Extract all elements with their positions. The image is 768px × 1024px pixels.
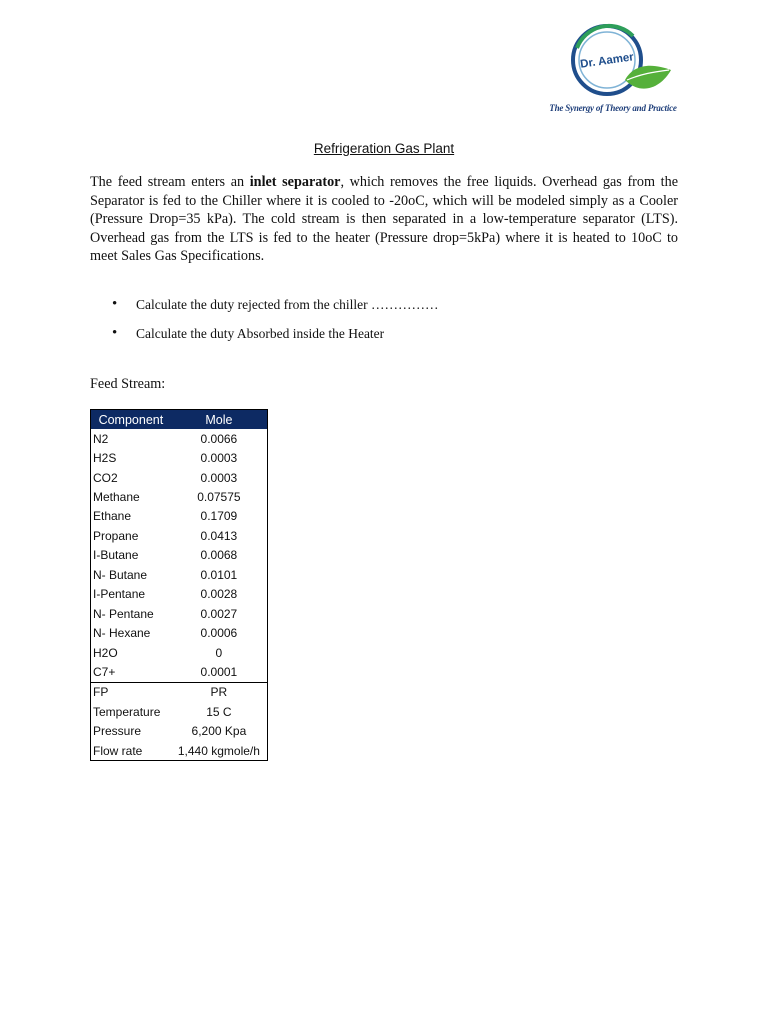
intro-bold-term: inlet separator bbox=[249, 174, 341, 190]
table-cell-value: 0.0003 bbox=[200, 451, 238, 466]
table-cell-value: 0.0006 bbox=[200, 626, 238, 641]
table-cell-value: 0.0027 bbox=[200, 606, 238, 621]
table-cell-label: Pressure bbox=[93, 724, 142, 739]
logo-tagline: The Synergy of Theory and Practice bbox=[549, 103, 677, 113]
table-row bbox=[91, 565, 268, 584]
intro-text-rest: , which removes the free liquids. Overhead gas from the Separator is fed to the Chiller where it is cooled to -20oC, which will be modeled simply as a Cooler (Pressure Drop=35 kPa). The cold stream is then separated in a low-temperature separator (LTS). Overhead gas from the LTS is fed to the heater (Pressure drop=5kPa) where it is heated to 10oC to meet Sales Gas Specifications. bbox=[90, 174, 678, 265]
column-header-mole: Mole bbox=[171, 410, 268, 430]
table-cell-label: H2O bbox=[93, 645, 118, 660]
logo-name: Dr. Aamer bbox=[579, 51, 635, 71]
table-cell-label: Temperature bbox=[93, 704, 161, 719]
table-row bbox=[91, 604, 268, 623]
table-cell-value: 1,440 kgmole/h bbox=[177, 743, 260, 758]
logo bbox=[543, 18, 683, 123]
table-row bbox=[91, 487, 268, 506]
table-row bbox=[91, 741, 268, 761]
table-row bbox=[91, 468, 268, 487]
table-header-row bbox=[91, 410, 268, 430]
feed-stream-table bbox=[90, 409, 268, 761]
table-cell-label: C7+ bbox=[93, 664, 116, 679]
table-row bbox=[91, 643, 268, 662]
table-cell-label: Flow rate bbox=[93, 743, 143, 758]
table-cell-label: N- Pentane bbox=[93, 606, 154, 621]
table-cell-value: 0.0068 bbox=[200, 548, 238, 563]
table-cell-label: N- Butane bbox=[93, 567, 148, 582]
table-cell-label: I-Pentane bbox=[93, 587, 146, 602]
table-row bbox=[91, 662, 268, 682]
table-cell-value: 0.0001 bbox=[200, 664, 238, 679]
table-cell-label: FP bbox=[91, 682, 171, 702]
table-cell-label: I-Butane bbox=[93, 548, 139, 563]
table-cell-label: Propane bbox=[93, 528, 139, 543]
table-cell-label: N- Hexane bbox=[93, 626, 151, 641]
table-cell-value: 0.0413 bbox=[200, 528, 238, 543]
intro-paragraph bbox=[90, 173, 678, 266]
intro-text-start: The feed stream enters an bbox=[90, 174, 250, 190]
table-cell-label: CO2 bbox=[93, 470, 118, 485]
table-row bbox=[91, 526, 268, 545]
table-cell-value: 15 C bbox=[206, 704, 232, 719]
table-row bbox=[91, 682, 268, 702]
task-item: • Calculate the duty Absorbed inside the Heater bbox=[112, 326, 439, 342]
table-cell-value: 6,200 Kpa bbox=[191, 724, 247, 739]
table-body bbox=[91, 429, 268, 761]
table-row bbox=[91, 702, 268, 721]
task-item: • Calculate the duty rejected from the chiller …………… bbox=[112, 297, 439, 313]
table-row bbox=[91, 722, 268, 741]
column-header-component: Component bbox=[91, 410, 171, 430]
task-list bbox=[112, 297, 439, 354]
table-cell-value: 0 bbox=[215, 645, 223, 660]
table-cell-label: N2 bbox=[93, 431, 109, 446]
table-cell-value: 0.0101 bbox=[200, 567, 238, 582]
table-row bbox=[91, 546, 268, 565]
table-cell-label: Methane bbox=[93, 490, 140, 505]
table-cell-value: 0.0066 bbox=[200, 431, 238, 446]
table-cell-value: 0.07575 bbox=[197, 490, 241, 505]
page-title: Refrigeration Gas Plant bbox=[313, 141, 455, 156]
table-row bbox=[91, 429, 268, 448]
table-row bbox=[91, 585, 268, 604]
table-cell-value: 0.0028 bbox=[200, 587, 238, 602]
table-cell-value: 0.1709 bbox=[200, 509, 238, 524]
table-cell-value: 0.0003 bbox=[200, 470, 238, 485]
feed-stream-label: Feed Stream: bbox=[90, 376, 166, 392]
table-cell-value: PR bbox=[171, 682, 268, 702]
table-cell-label: Ethane bbox=[93, 509, 132, 524]
table-row bbox=[91, 623, 268, 642]
table-row bbox=[91, 507, 268, 526]
table-cell-label: H2S bbox=[93, 451, 117, 466]
table-row bbox=[91, 448, 268, 467]
